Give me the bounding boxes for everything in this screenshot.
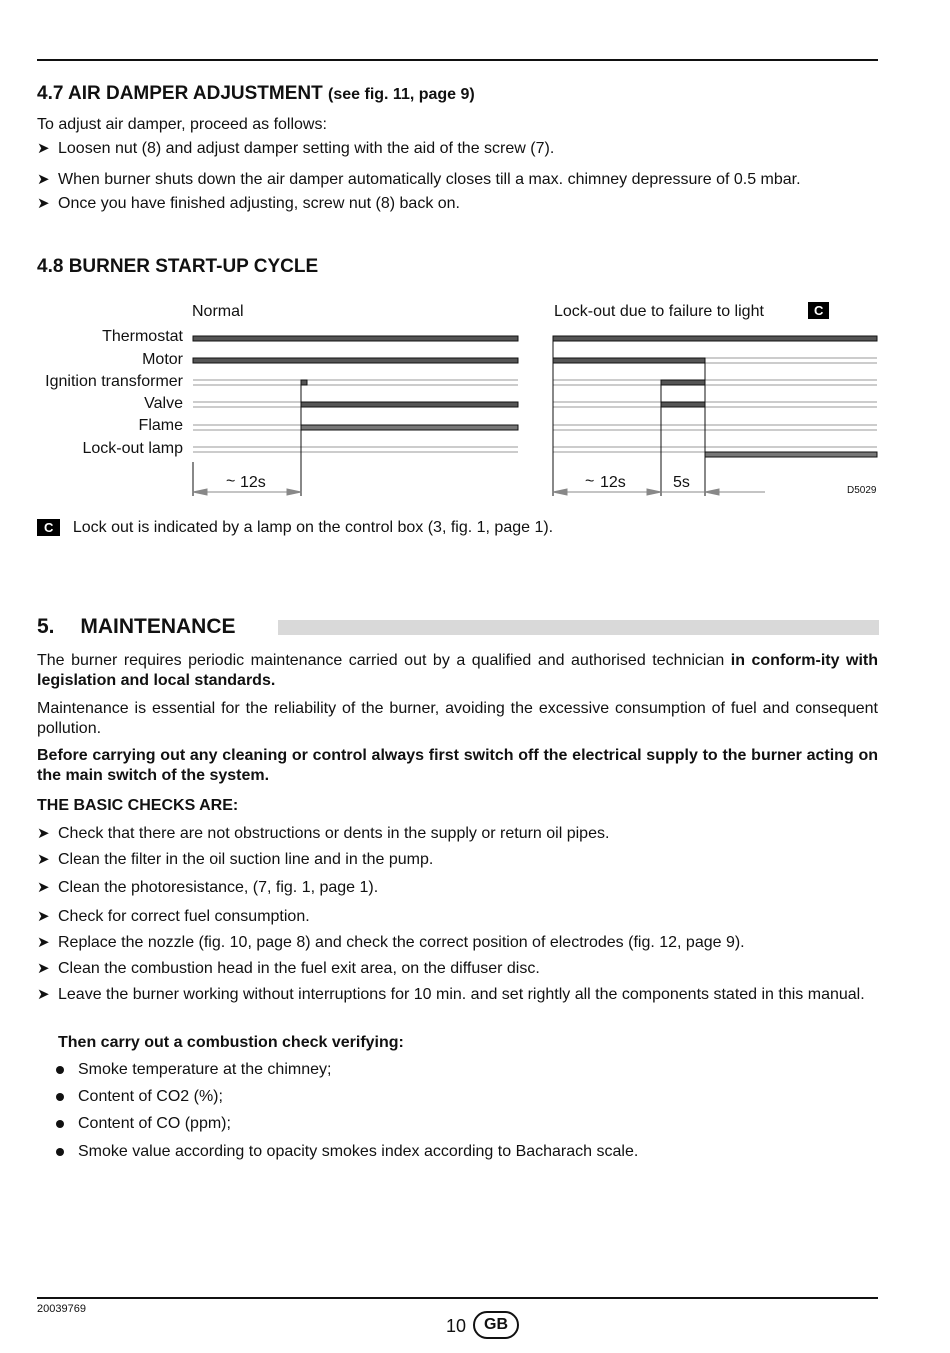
list-item: ➤ Clean the combustion head in the fuel exit area, on the diffuser disc. [37, 960, 540, 977]
arrow-bullet-icon: ➤ [37, 195, 50, 212]
bullet-dot-icon [56, 1120, 64, 1128]
bullet-dot-icon [56, 1148, 64, 1156]
arrow-bullet-icon: ➤ [37, 851, 50, 868]
arrow-bullet-icon: ➤ [37, 171, 50, 188]
startup-cycle-diagram [0, 0, 950, 520]
lockout-note: C Lock out is indicated by a lamp on the control box (3, fig. 1, page 1). [37, 518, 878, 538]
section-5-heading: 5. MAINTENANCE [37, 615, 236, 638]
normal-time-label: 12s [240, 474, 266, 491]
row-label: Valve [144, 395, 183, 412]
section-4-7-ref: (see fig. 11, page 9) [328, 86, 475, 103]
lockout-bars [553, 336, 877, 457]
list-item: ➤ Clean the photoresistance, (7, fig. 1, page 1). [37, 879, 379, 896]
list-item: ➤ Check that there are not obstructions or dents in the supply or return oil pipes. [37, 825, 610, 842]
page-number: 10 [446, 1316, 467, 1336]
normal-tilde: ~ [226, 473, 236, 490]
list-item: ➤ Loosen nut (8) and adjust damper setting with the aid of the screw (7). [37, 140, 555, 157]
arrow-bullet-icon: ➤ [37, 825, 50, 842]
combustion-title: Then carry out a combustion check verifying: [58, 1034, 404, 1051]
section-4-7-heading: 4.7 AIR DAMPER ADJUSTMENT (see fig. 11, page 9) [37, 83, 475, 104]
lockout-time1-label: 12s [600, 474, 626, 491]
list-item: Content of CO2 (%); [78, 1088, 223, 1105]
normal-bars [193, 336, 518, 430]
row-label: Thermostat [102, 328, 183, 345]
lockout-grid [553, 336, 877, 452]
row-label: Flame [138, 417, 183, 434]
arrow-bullet-icon: ➤ [37, 879, 50, 896]
footer-code: 20039769 [37, 1303, 86, 1315]
list-item: Content of CO (ppm); [78, 1115, 231, 1132]
list-item: Smoke value according to opacity smokes index according to Bacharach scale. [78, 1143, 639, 1160]
maint-warning: Before carrying out any cleaning or control always first switch off the electrical supply to the burner acting on the main switch of the system. [37, 747, 878, 784]
row-label: Lock-out lamp [82, 440, 183, 457]
normal-title: Normal [192, 303, 244, 320]
arrow-bullet-icon: ➤ [37, 960, 50, 977]
note-badge: C [37, 519, 60, 536]
list-item: ➤ Clean the filter in the oil suction line and in the pump. [37, 851, 434, 868]
list-item: Smoke temperature at the chimney; [78, 1061, 332, 1078]
arrow-bullet-icon: ➤ [37, 140, 50, 157]
section-4-8-heading: 4.8 BURNER START-UP CYCLE [37, 256, 319, 277]
list-item: ➤ Replace the nozzle (fig. 10, page 8) and check the correct position of electrodes (fig. 12, page 9). [37, 934, 745, 951]
lockout-tilde: ~ [585, 473, 595, 490]
row-label: Ignition transformer [45, 373, 183, 390]
list-item: ➤ Check for correct fuel consumption. [37, 908, 310, 925]
arrow-bullet-icon: ➤ [37, 986, 50, 1003]
list-item: ➤ Once you have finished adjusting, screw nut (8) back on. [37, 195, 460, 212]
section-5-shade-bar [278, 620, 879, 635]
footer-rule [37, 1297, 878, 1299]
diagram-code: D5029 [847, 485, 877, 496]
arrow-bullet-icon: ➤ [37, 908, 50, 925]
arrow-bullet-icon: ➤ [37, 934, 50, 951]
maint-para-1: The burner requires periodic maintenance carried out by a qualified and authorised technician in conform-ity with legislation and local standards. [37, 652, 878, 689]
list-item: ➤ When burner shuts down the air damper automatically closes till a max. chimney depressure of 0.5 mbar. [37, 171, 801, 188]
bullet-dot-icon [56, 1066, 64, 1074]
normal-grid [193, 336, 518, 452]
language-badge: GB [473, 1311, 519, 1339]
list-item: ➤ Leave the burner working without interruptions for 10 min. and set rightly all the components stated in this manual. [37, 986, 865, 1003]
lockout-time2-label: 5s [673, 474, 690, 491]
section-4-7-intro: To adjust air damper, proceed as follows: [37, 116, 327, 133]
bullet-dot-icon [56, 1093, 64, 1101]
diagram-badge: C [808, 302, 829, 320]
row-label: Motor [142, 351, 183, 368]
maint-para-2: Maintenance is essential for the reliability of the burner, avoiding the excessive consumption of fuel and consequent pollution. [37, 700, 878, 737]
basic-checks-title: THE BASIC CHECKS ARE: [37, 797, 239, 814]
lockout-title: Lock-out due to failure to light [554, 303, 764, 320]
